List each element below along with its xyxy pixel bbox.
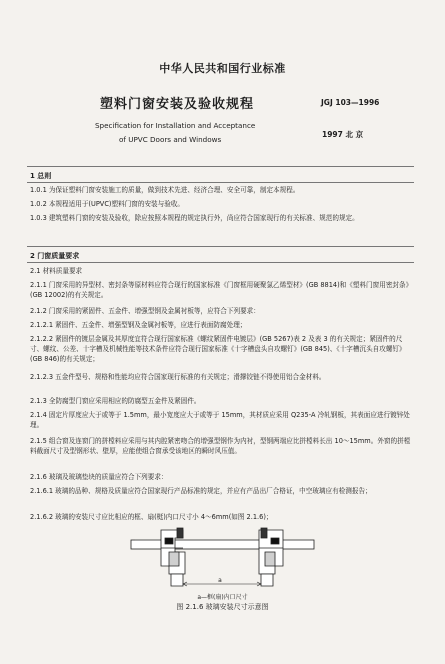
svg-text:a: a [218, 577, 222, 584]
clause-1-0-3: 1.0.3 建筑塑料门窗的安装及验收，除应按照本规程的规定执行外，尚应符合国家现行的有关标准、规范的规定。 [30, 214, 359, 222]
clause-2-1-4: 2.1.4 固定片厚度应大于或等于 1.5mm，最小宽度应大于或等于 15mm，其材质应采用 Q235-A 冷轧钢板，其表面应进行镀锌处理。 [30, 411, 410, 429]
clause-2-1-2: 2.1.2 门窗采用的紧固件、五金件、增强型钢及金属衬板等，应符合下列要求： [30, 307, 260, 315]
clause-2-1-2-2: 2.1.2.2 紧固件的镀层金属及其厚度宜符合现行国家标准《螺纹紧固件电镀层》(GB 5267)表 2 及表 3 的有关规定；紧固件的尺寸、螺纹、公差、十字槽及机械性能等技术条件应符合现行国家标准《十字槽盘头自攻螺钉》(GB 845)、《十字槽沉头自攻螺钉》(GB 846)的有关规定； [30, 335, 406, 363]
figure-note: a—框(扇)内口尺寸 [197, 594, 248, 601]
document-title-en-line2: of UPVC Doors and Windows [119, 135, 222, 144]
section-divider [27, 262, 414, 263]
industry-standard-heading: 中华人民共和国行业标准 [159, 62, 286, 75]
clause-2-1: 2.1 材料质量要求 [30, 267, 83, 275]
document-title-cn: 塑料门窗安装及验收规程 [100, 97, 255, 112]
glass-installation-diagram [125, 526, 320, 590]
figure-caption: 图 2.1.6 玻璃安装尺寸示意图 [176, 603, 269, 611]
clause-2-1-6-2: 2.1.6.2 玻璃的安装尺寸应比相应的框、扇(梃)内口尺寸小 4～6mm(如图 2.1.6)； [30, 513, 273, 521]
section-divider [27, 166, 414, 167]
publication-year-place: 1997 北 京 [322, 130, 364, 139]
clause-2-1-6-1: 2.1.6.1 玻璃的品种、规格及质量应符合国家现行产品标准的规定，并应有产品出厂合格证，中空玻璃应有检测报告； [30, 487, 372, 495]
clause-2-1-5: 2.1.5 组合窗及连窗门的拼樘料应采用与其内腔紧密吻合的增强型钢作为内衬，型钢两端应比拼樘料长出 10～15mm。外窗的拼樘料截面尺寸及型钢形状、壁厚，应能使组合窗承受该地区的瞬时风压值。 [30, 437, 411, 455]
clause-2-1-2-3: 2.1.2.3 五金件型号、规格和性能均应符合国家现行标准的有关规定；滑撑铰链不得使用铝合金材料。 [30, 373, 326, 381]
section-divider [27, 246, 414, 247]
clause-2-1-3: 2.1.3 全防腐型门窗应采用相应的防腐型五金件及紧固件。 [30, 397, 201, 405]
clause-2-1-2-1: 2.1.2.1 紧固件、五金件、增强型钢及金属衬板等，应进行表面防腐处理； [30, 321, 247, 329]
clause-1-0-2: 1.0.2 本规程适用于(UPVC)塑料门窗的安装与验收。 [30, 200, 185, 208]
document-title-en-line1: Specification for Installation and Acceptance [95, 121, 256, 130]
section-1-heading: 1 总则 [30, 172, 52, 180]
section-2-heading: 2 门窗质量要求 [30, 252, 80, 260]
standard-code: JGJ 103—1996 [321, 98, 380, 107]
clause-1-0-1: 1.0.1 为保证塑料门窗安装施工的质量，做到技术先进、经济合理、安全可靠，制定本规程。 [30, 186, 300, 194]
clause-2-1-1: 2.1.1 门窗采用的异型材、密封条等原材料应符合现行的国家标准《门窗框用硬聚氯乙烯型材》(GB 8814)和《塑料门窗用密封条》(GB 12002)的有关规定。 [30, 281, 413, 299]
section-divider [27, 182, 414, 183]
clause-2-1-6: 2.1.6 玻璃及玻璃垫块的质量应符合下列要求： [30, 473, 168, 481]
